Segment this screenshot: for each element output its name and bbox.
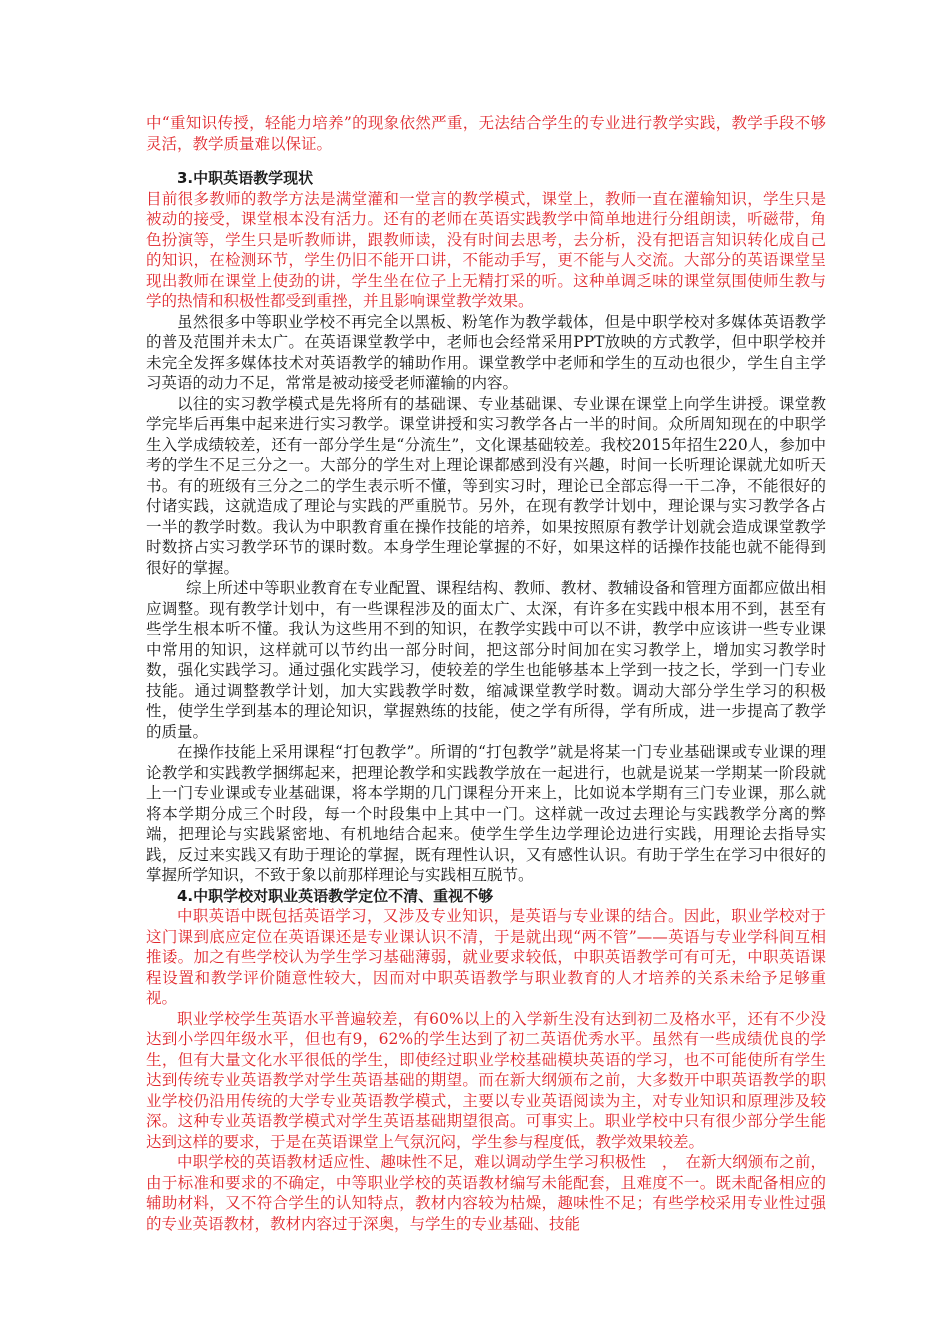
intro-paragraph: 中“重知识传授，轻能力培养”的现象依然严重，无法结合学生的专业进行教学实践，教学手段不够灵活，教学质量难以保证。 (146, 114, 826, 153)
section-4-paragraph-1-part-a: 中职英语中既包括英语学习，又涉及专业知识，是英语与专业课的结合。因此，职业学校对于这门课到底应定位在英语课还是专业课认识不清，于是就出现“两不管”——英语与专业学科间互相推诿。加之有些学校认为学生学习基础薄弱，就业要求较低，中职英语教学可有可无， (146, 907, 826, 966)
section-3-paragraph-1: 目前很多教师的教学方法是满堂灌和一堂言的教学模式，课堂上，教师一直在灌输知识，学生只是被动的接受，课堂根本没有活力。还有的老师在英语实践教学中简单地进行分组朗读，听磁带，角色扮演等，学生只是听教师讲，跟教师读，没有时间去思考，去分析，没有把语言知识转化成自己的知识，在检测环节，学生仍旧不能开口讲，不能动手写，更不能与人交流。大部分的英语课堂呈现出教师在课堂上使劲的讲，学生坐在位子上无精打采的听。这种单调乏味的课堂氛围使师生教与学的热情和积极性都受到重挫，并且影响课堂教学效果。 (146, 189, 826, 310)
section-4-paragraph-3: 中职学校的英语教材适应性、趣味性不足，难以调动学生学习积极性 ， 在新大纲颁布之前，由于标准和要求的不确定，中等职业学校的英语教材编写未能配套，且难度不一。既未配备相应的辅助材料，又不符合学生的认知特点，教材内容较为枯燥，趣味性不足；有些学校采用专业性过强的专业英语教材，教材内容过于深奥，与学生的专业基础、技能 (146, 1153, 826, 1233)
section-3-paragraph-5: 在操作技能上采用课程“打包教学”。所谓的“打包教学”就是将某一门专业基础课或专业课的理论教学和实践教学捆绑起来，把理论教学和实践教学放在一起进行，也就是说某一学期某一阶段就上一门专业课或专业基础课，将本学期的几门课程分开来上，比如说本学期有三门专业课，那么就将本学期分成三个时段，每一个时段集中上其中一门。这样就一改过去理论与实践教学分离的弊端，把理论与实践紧密地、有机地结合起来。使学生学生边学理论边进行实践，用理论去指导实践，反过来实践又有助于理论的掌握，既有理性认识，又有感性认识。有助于学生在学习中很好的掌握所学知识，不致于象以前那样理论与实践相互脱节。 (146, 743, 826, 884)
section-4-paragraph-2: 职业学校学生英语水平普遍较差，有60%以上的入学新生没有达到初二及格水平，还有不少没达到小学四年级水平，但也有9，62%的学生达到了初二英语优秀水平。虽然有一些成绩优良的学生，但有大量文化水平很低的学生，即使经过职业学校基础模块英语的学习，也不可能使所有学生达到传统专业英语教学对学生英语基础的期望。而在新大纲颁布之前，大多数开中职英语教学的职业学校仍沿用传统的大学专业英语教学模式，主要以专业英语阅读为主，对专业知识和原理涉及较深。这种专业英语教学模式对学生英语基础期望很高。可事实上。职业学校中只有很少部分学生能达到这样的要求，于是在英语课堂上气氛沉闷，学生参与程度低，教学效果较差。 (146, 1009, 826, 1151)
section-4-paragraph-1-part-b: 中职英语课程设置和教学评价随意性较大，因而对中职英语教学与职业教育的人才培养的关系未给予足够重视。 (146, 948, 826, 1007)
section-3-paragraph-3: 以往的实习教学模式是先将所有的基础课、专业基础课、专业课在课堂上向学生讲授。课堂教学完毕后再集中起来进行实习教学。课堂讲授和实习教学各占一半的时间。众所周知现在的中职学生入学成绩较差，还有一部分学生是“分流生”，文化课基础较差。我校2015年招生220人，参加中考的学生不足三分之一。大部分的学生对上理论课都感到没有兴趣，时间一长听理论课就尤如听天书。有的班级有三分之二的学生表示听不懂，等到实习时，理论已全部忘得一干二净，不能很好的付诸实践，这就造成了理论与实践的严重脱节。另外，在现有教学计划中，理论课与实习教学各占一半的教学时数。我认为中职教育重在操作技能的培养，如果按照原有教学计划就会造成课堂教学时数挤占实习教学环节的课时数。本身学生理论掌握的不好，如果这样的话操作技能也就不能得到很好的掌握。 (146, 394, 826, 577)
section-3-paragraph-2: 虽然很多中等职业学校不再完全以黑板、粉笔作为教学载体，但是中职学校对多媒体英语教学的普及范围并未太广。在英语课堂教学中，老师也会经常采用PPT放映的方式教学，但中职学校并未完全发挥多媒体技术对英语教学的辅助作用。课堂教学中老师和学生的互动也很少，学生自主学习英语的动力不足，常常是被动接受老师灌输的内容。 (146, 312, 826, 392)
section-3-paragraph-4: 综上所述中等职业教育在专业配置、课程结构、教师、教材、教辅设备和管理方面都应做出相应调整。现有教学计划中，有一些课程涉及的面太广、太深，有许多在实践中根本用不到，甚至有些学生根本听不懂。我认为这些用不到的知识，在教学实践中可以不讲，教学中应该讲一些专业课中常用的知识，这样就可以节约出一部分时间，把这部分时间加在实习教学上，增加实习教学时数，强化实践学习。通过强化实践学习，使较差的学生也能够基本上学到一技之长，学到一门专业技能。通过调整教学计划，加大实践教学时数，缩减课堂教学时数。调动大部分学生学习的积极性，使学生学到基本的理论知识，掌握熟练的技能，使之学有所得，学有所成，进一步提高了教学的质量。 (146, 579, 826, 741)
document-page (146, 113, 826, 1234)
section-4-paragraph-1 (146, 906, 826, 1009)
section-4-heading: 4.中职学校对职业英语教学定位不清、重视不够 (177, 886, 494, 905)
section-3-heading: 3.中职英语教学现状 (177, 169, 314, 187)
